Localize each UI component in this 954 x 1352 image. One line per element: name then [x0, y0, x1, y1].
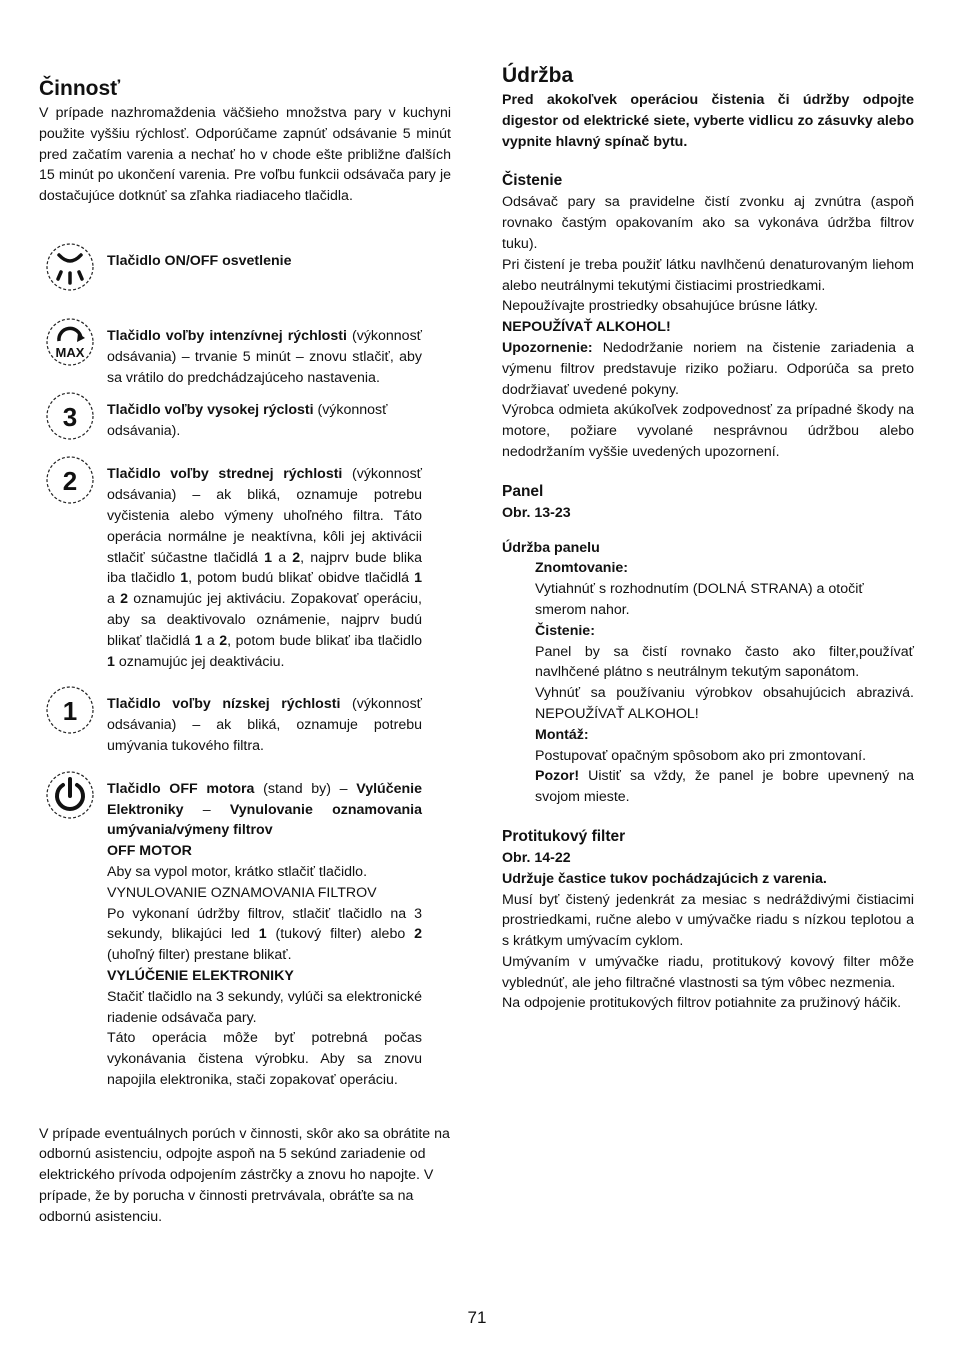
left-column: [39, 75, 451, 1228]
panel-disassembly-heading: Znomtovanie:: [535, 560, 629, 577]
off-motor-heading: OFF MOTOR: [107, 843, 192, 860]
speed-3-glyph: 3: [62, 402, 78, 433]
grease-filter-p2: Umývaním v umývačke riadu, protitukový kovový filter môže vyblednúť, ale jeho filtračné vlastnosti sa tým vôbec nezmenia.: [502, 953, 914, 991]
off-motor-text: Aby sa vypol motor, krátko stlačiť tlačidlo.: [107, 863, 368, 880]
control-light: [44, 251, 422, 293]
panel-cleaning-text: Panel by sa čistí rovnako často ako filter,používať navlhčené plátno s neutrálnym tekutým saponátom.: [535, 643, 914, 681]
outro-paragraph: V prípade eventuálnych porúch v činnosti, skôr ako sa obrátite na odbornú asistenciu, odpojte aspoň na 5 sekúnd zariadenie od elektrického prívoda odpojením zástrčky a znovu ho napojte. V prípade, že by porucha v činnosti pretrvávala, obráťte sa na odbornú asistenciu.: [39, 1125, 450, 1225]
panel-assembly-heading: Montáž:: [535, 726, 589, 743]
speed-2-icon: [44, 454, 96, 506]
cleaning-p2: Pri čistení je treba použiť látku navlhčenú denaturovaným liehom alebo neutrálnymi tekutými čistiacimi prostriedkami.: [502, 256, 914, 294]
maintenance-warning: Pred akokoľvek operáciou čistenia či údržby odpojte digestor od elektrické siete, vyberte vidlicu zo zásuvky alebo vypnite hlavný spínač bytu.: [502, 92, 914, 150]
cleaning-warning: Upozornenie: Nedodržanie noriem na čistenie zariadenia a výmenu filtrov predstavuje riziko požiaru. Odporúča sa preto dodržiavať uvedené pokyny.: [502, 339, 914, 398]
page-number: 71: [467, 1308, 487, 1327]
cleaning-disclaimer: Výrobca odmieta akúkoľvek zodpovednosť za prípadné škody na motore, požiare vyvolané nesprávnou údržbou alebo nedodržaním vyššie uvedených upozornení.: [502, 402, 914, 460]
panel-disassembly-text: Vytiahnúť s rozhodnutím (DOLNÁ STRANA) a otočiť smerom nahor.: [535, 581, 864, 618]
control-max-text: Tlačidlo voľby intenzívnej rýchlosti (výkonnosť odsávania) – trvanie 5 minút – znovu stlačiť, aby sa vrátilo do predchádzajúceho nastavenia.: [107, 327, 422, 386]
grease-filter-heading: Protitukový filter: [502, 827, 626, 845]
panel-maintenance-sub: Údržba panelu: [502, 539, 600, 556]
panel-cleaning-heading: Čistenie:: [535, 622, 595, 639]
panel-heading: Panel: [502, 482, 544, 500]
max-speed-icon: [44, 316, 96, 368]
right-column: [502, 62, 914, 1014]
grease-filter-p1: Musí byť čistený jedenkrát za mesiac s nedráždivými čistiacimi prostriedkami, ručne alebo v umývačke riadu s nízkou teplotou a s krátkym umývacím cyklom.: [502, 891, 914, 950]
control-speed-2-text: Tlačidlo voľby strednej rýchlosti (výkonnosť odsávania) – ak bliká, oznamuje potrebu vyčistenia alebo výmeny uhoľného filtra. Táto operácia normálne je neaktívna, kôli jej aktivácii stlačiť súčastne tlačidlá 1 a 2, najprv bude blika iba tlačidlo 1, potom budú blikať obidve tlačidlá 1 a 2 oznamujúc jej aktiváciu. Zopakovať operáciu, aby sa deaktivovalo oznámenie, najprv budú blikať tlačidlá 1 a 2, potom bude blikať iba tlačidlo 1 oznamujúc jej deaktiváciu.: [107, 466, 423, 670]
control-speed-1: [44, 694, 422, 756]
cleaning-no-alcohol: NEPOUŽÍVAŤ ALKOHOL!: [502, 319, 671, 336]
panel-figure-ref: Obr. 13-23: [502, 504, 571, 521]
control-speed-2: [44, 464, 422, 672]
cleaning-heading: Čistenie: [502, 172, 563, 190]
electronics-off-heading: VYLÚČENIE ELEKTRONIKY: [107, 967, 294, 984]
speed-1-glyph: 1: [62, 696, 78, 727]
control-power-off-title: Tlačidlo OFF motora (stand by) – Vylúčenie Elektroniky – Vynulovanie oznamovania umývania/výmeny filtrov: [107, 780, 422, 839]
filter-reset-text: Po vykonaní údržby filtrov, stlačiť tlačidlo na 3 sekundy, blikajúci led 1 (tukový filter) alebo 2 (uhoľný filter) prestane blikať.: [107, 905, 422, 964]
speed-3-icon: [44, 390, 96, 442]
control-speed-1-text: Tlačidlo voľby nízskej rýchlosti (výkonnosť odsávania) – ak bliká, oznamuje potrebu umývania tukového filtra.: [107, 696, 422, 754]
power-icon: [44, 769, 96, 821]
section-title-maintenance: Údržba: [502, 64, 574, 87]
control-speed-3: [44, 400, 422, 442]
panel-assembly-text: Postupovať opačným spôsobom ako pri zmontovaní.: [535, 747, 867, 764]
filter-reset-caption: VYNULOVANIE OZNAMOVANIA FILTROV: [107, 884, 377, 901]
electronics-off-text: Stačiť tlačidlo na 3 sekundy, vylúči sa elektronické riadenie odsávača pary.: [107, 988, 422, 1026]
intro-paragraph: V prípade nazhromaždenia väčšieho množstva pary v kuchyni použite vyššiu rýchlosť. Odporúčame zapnúť odsávanie 5 minút pred začatím varenia a nechať ho v chode ešte približne ďalších 15 minút po ukončení varenia. Pre voľbu funkcii odsávača pary je dostačujúce dotknúť sa zľahka riadiaceho tlačidla.: [39, 105, 451, 205]
section-title-operation: Činnosť: [39, 77, 121, 100]
grease-filter-sub: Udržuje častice tukov pochádzajúcich z varenia.: [502, 870, 827, 887]
speed-2-glyph: 2: [62, 466, 78, 497]
grease-filter-p3: Na odpojenie protitukových filtrov potiahnite za pružinový háčik.: [502, 995, 902, 1012]
max-glyph: MAX: [55, 344, 85, 360]
cleaning-p1: Odsávač pary sa pravidelne čistí zvonku aj zvnútra (aspoň rovnako častým opakovaním ako sa vykonáva údržba filtrov tuku).: [502, 194, 914, 252]
grease-filter-figure-ref: Obr. 14-22: [502, 849, 571, 866]
control-light-title: Tlačidlo ON/OFF osvetlenie: [107, 252, 292, 269]
speed-1-icon: [44, 684, 96, 736]
control-speed-3-text: Tlačidlo voľby vysokej rýclosti (výkonnosť odsávania).: [107, 402, 388, 440]
control-power-off: [44, 779, 422, 1091]
light-icon: [44, 241, 96, 293]
cleaning-p3: Nepoužívajte prostriedky obsahujúce brúsne látky.: [502, 298, 818, 315]
panel-cleaning-text-2: Vyhnúť sa používaniu výrobkov obsahujúcich abrazivá. NEPOUŽÍVAŤ ALKOHOL!: [535, 685, 914, 722]
panel-caution: Pozor! Uistiť sa vždy, že panel je bobre upevnený na svojom mieste.: [535, 768, 914, 806]
control-max-speed: [44, 326, 422, 388]
electronics-off-text-2: Táto operácia môže byť potrebná počas vykonávania čistena výrobku. Aby sa znovu napojila elektronika, stači zopakovať operáciu.: [107, 1030, 422, 1088]
